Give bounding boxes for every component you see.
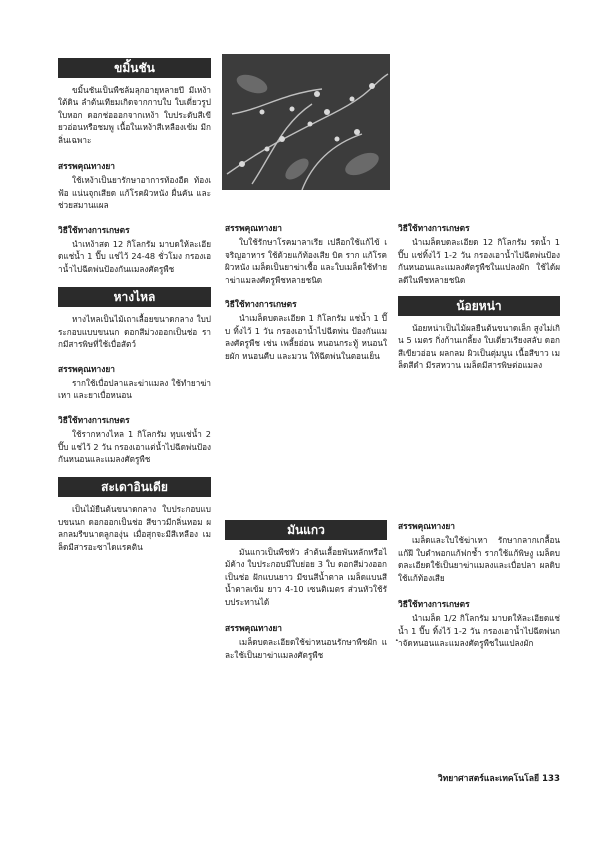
- khamin-chan-medicinal-text: ใช้เหง้าเป็นยารักษาอาการท้องอืด ท้องเฟ้อ แน่นจุกเสียด แก้โรคผิวหนัง ผื่นคัน และช่วยสมานแผล: [58, 175, 211, 211]
- hang-lai-agri-heading: วิธีใช้ทางการเกษตร: [58, 414, 130, 425]
- sadao-medicinal-text: ใบใช้รักษาโรคมาลาเรีย เปลือกใช้แก้ไข้ เจริญอาหาร ใช้ด้วยแก้ท้องเสีย บิด ราก แก้โรคผิวหนัง เมล็ดเป็นยาฆ่าเชื้อ และใบเมล็ดใช้ทำยาฆ่าแมลงศัตรูพืชหลายชนิด: [225, 237, 387, 285]
- khamin-chan-medicinal-heading: สรรพคุณทางยา: [58, 161, 115, 172]
- hang-lai-agri-text: ใช้รากหางไหล 1 กิโลกรัม ทุบแช่น้ำ 2 ปี๊บ แช่ไว้ 2 วัน กรองเอาแต่น้ำไปฉีดพ่นป้องกันหนอนและแมลงศัตรูพืช: [58, 429, 211, 464]
- hang-lai-medicinal-text: รากใช้เบื่อปลาและฆ่าแมลง ใช้ทำยาฆ่าเหา และยาเบื่อหนอน: [58, 377, 211, 401]
- heading-noi-na: น้อยหน่า: [398, 296, 560, 316]
- sadao-agri-text: นำเมล็ดบดละเอียด 1 กิโลกรัม แช่น้ำ 1 ปี๊บ ทิ้งไว้ 1 วัน กรองเอาน้ำไปฉีดพ่น ป้องกันแมลงศัตรูพืช เช่น เพลี้ยอ่อน หนอนกระทู้ หนอนใยผัก หนอนคืบ และมวน ให้ฉีดพ่นในตอนเย็น: [225, 313, 387, 361]
- sadao-agri-cont-heading: วิธีใช้ทางการเกษตร: [398, 223, 470, 233]
- khamin-chan-intro: ขมิ้นชันเป็นพืชล้มลุกอายุหลายปี มีเหง้าใต้ดิน ลำต้นเทียมเกิดจากกาบใบ ใบเดี่ยวรูปใบหอก ดอกช่อออกจากเหง้า ใบประดับสีเขียวอ่อนหรือชมพู เนื้อในเหง้าสีเหลืองเข้ม มีกลิ่นเฉพาะ: [58, 85, 211, 145]
- column-3-lower: [398, 520, 560, 650]
- sadao-agri-heading: วิธีใช้ทางการเกษตร: [225, 299, 297, 310]
- man-kaeo-text: มันแกวเป็นพืชหัว ลำต้นเลื้อยพันหลักหรือไม้ค้าง ใบประกอบมีใบย่อย 3 ใบ ดอกสีม่วงออกเป็นช่อ ฝักแบนยาว มีขนสีน้ำตาล เมล็ดแบนสีน้ำตาลเข้ม ยาว 4-10 เซนติเมตร ส่วนหัวใช้รับประทานได้: [225, 547, 387, 607]
- noi-na-agri-heading: วิธีใช้ทางการเกษตร: [398, 599, 470, 610]
- plant-photo: [222, 54, 390, 190]
- hang-lai-medicinal-heading: สรรพคุณทางยา: [58, 363, 115, 374]
- man-kaeo-medicinal-heading: สรรพคุณทางยา: [225, 623, 282, 634]
- sadao-medicinal-heading: สรรพคุณทางยา: [225, 223, 282, 233]
- column-2-lower: [225, 520, 387, 661]
- heading-khamin-chan: ขมิ้นชัน: [58, 58, 211, 78]
- heading-hang-lai: หางไหล: [58, 287, 211, 307]
- noi-na-medicinal-heading: สรรพคุณทางยา: [398, 521, 455, 531]
- khamin-chan-agri-heading: วิธีใช้ทางการเกษตร: [58, 224, 130, 235]
- khamin-chan-agri-text: นำเหง้าสด 12 กิโลกรัม มาบดให้ละเอียดแช่น้ำ 1 ปี๊บ แช่ไว้ 24-48 ชั่วโมง กรองเอาน้ำไปฉีดพ่นป้องกันแมลงศัตรูพืช: [58, 239, 211, 274]
- column-3: [398, 222, 560, 372]
- heading-sadao-india: สะเดาอินเดีย: [58, 477, 211, 497]
- column-1: [58, 58, 211, 553]
- man-kaeo-medicinal-text: เมล็ดบดละเอียดใช้ฆ่าหนอนรักษาพืชผัก และใช้เป็นยาฆ่าแมลงศัตรูพืช: [225, 637, 387, 660]
- hang-lai-intro: หางไหลเป็นไม้เถาเลื้อยขนาดกลาง ใบประกอบแบบขนนก ดอกสีม่วงออกเป็นช่อ รากมีสารพิษที่ใช้เบื่อสัตว์: [58, 314, 211, 350]
- page-footer: วิทยาศาสตร์และเทคโนโลยี 133: [437, 774, 560, 784]
- sadao-india-text: เป็นไม้ยืนต้นขนาดกลาง ใบประกอบแบบขนนก ดอกออกเป็นช่อ สีขาวมีกลิ่นหอม ผลกลมรีขนาดลูกองุ่น เมื่อสุกจะมีสีเหลือง เมล็ดมีสารอะซาไดแรคติน: [58, 504, 211, 552]
- sadao-agri-cont-text: นำเมล็ดบดละเอียด 12 กิโลกรัม รดน้ำ 1 ปี๊บ แช่ทิ้งไว้ 1-2 วัน กรองเอาน้ำไปฉีดพ่นป้องกันหนอนและแมลงศัตรูพืชในแปลงผัก ใช้ได้ผลดีในพืชหลายชนิด: [398, 237, 560, 285]
- noi-na-agri-text: นำเมล็ด 1/2 กิโลกรัม มาบดให้ละเอียดแช่น้ำ 1 ปี๊บ ทิ้งไว้ 1-2 วัน กรองเอาน้ำไปฉีดพ่นกำจัดหนอนและแมลงศัตรูพืชในแปลงผัก: [398, 613, 560, 649]
- plant-photo-image: [222, 54, 390, 190]
- noi-na-intro: น้อยหน่าเป็นไม้ผลยืนต้นขนาดเล็ก สูงไม่เกิน 5 เมตร กิ่งก้านเกลี้ยง ใบเดี่ยวเรียงสลับ ดอกสีเขียวอ่อน ผลกลม ผิวเป็นตุ่มนูน เนื้อสีขาว เมล็ดสีดำ มีรสหวาน เมล็ดมีสารพิษต่อแมลง: [398, 323, 560, 371]
- column-2: [225, 222, 387, 362]
- noi-na-medicinal-text: เมล็ดและใบใช้ฆ่าเหา รักษากลากเกลื้อน แก้ฝี ใบตำพอกแก้ฟกช้ำ รากใช้แก้พิษงู เมล็ดบดละเอียดใช้เป็นยาฆ่าแมลงและเบื่อปลา ผลดิบใช้แก้ท้องเสีย: [398, 535, 560, 583]
- heading-man-kaeo: มันแกว: [225, 520, 387, 540]
